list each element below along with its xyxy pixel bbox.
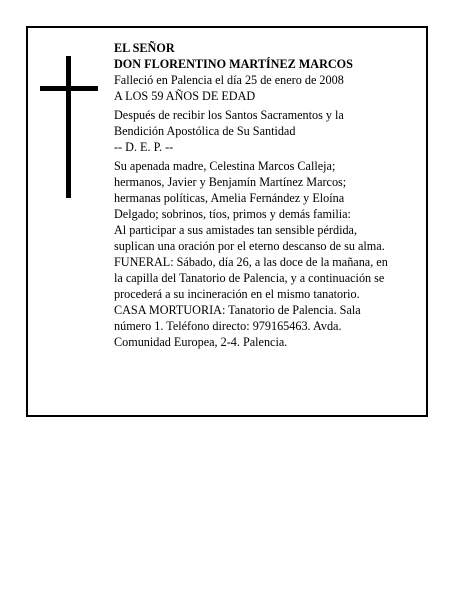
mortuary-line: número 1. Teléfono directo: 979165463. Avda. [114, 319, 342, 333]
funeral-line: la capilla del Tanatorio de Palencia, y a continuación se [114, 271, 385, 285]
family-line: Su apenada madre, Celestina Marcos Calleja; [114, 159, 336, 173]
cross-horizontal-bar [40, 86, 98, 91]
deceased-name: DON FLORENTINO MARTÍNEZ MARCOS [114, 57, 353, 71]
mortuary-line: Comunidad Europea, 2-4. Palencia. [114, 335, 288, 349]
family-line: hermanas políticas, Amelia Fernández y Eloína [114, 191, 345, 205]
funeral-line: FUNERAL: Sábado, día 26, a las doce de la mañana, en [114, 255, 388, 269]
age-line: A LOS 59 AÑOS DE EDAD [114, 89, 256, 103]
sacraments-line: Después de recibir los Santos Sacramentos y la [114, 108, 344, 122]
cross-icon [40, 56, 98, 198]
request-line: Al participar a sus amistades tan sensible pérdida, [114, 223, 358, 237]
notice-heading: EL SEÑOR [114, 41, 175, 55]
obituary-notice [26, 26, 428, 417]
sacraments-line: Bendición Apostólica de Su Santidad [114, 124, 296, 138]
cross-vertical-bar [66, 56, 71, 198]
funeral-line: procederá a su incineración en el mismo tanatorio. [114, 287, 360, 301]
request-line: suplican una oración por el eterno descanso de su alma. [114, 239, 385, 253]
family-line: Delgado; sobrinos, tíos, primos y demás familia: [114, 207, 351, 221]
death-date-line: Falleció en Palencia el día 25 de enero de 2008 [114, 73, 344, 87]
rip-line: -- D. E. P. -- [114, 140, 174, 154]
mortuary-line: CASA MORTUORIA: Tanatorio de Palencia. Sala [114, 303, 361, 317]
family-line: hermanos, Javier y Benjamín Martínez Marcos; [114, 175, 347, 189]
notice-text [114, 40, 424, 350]
